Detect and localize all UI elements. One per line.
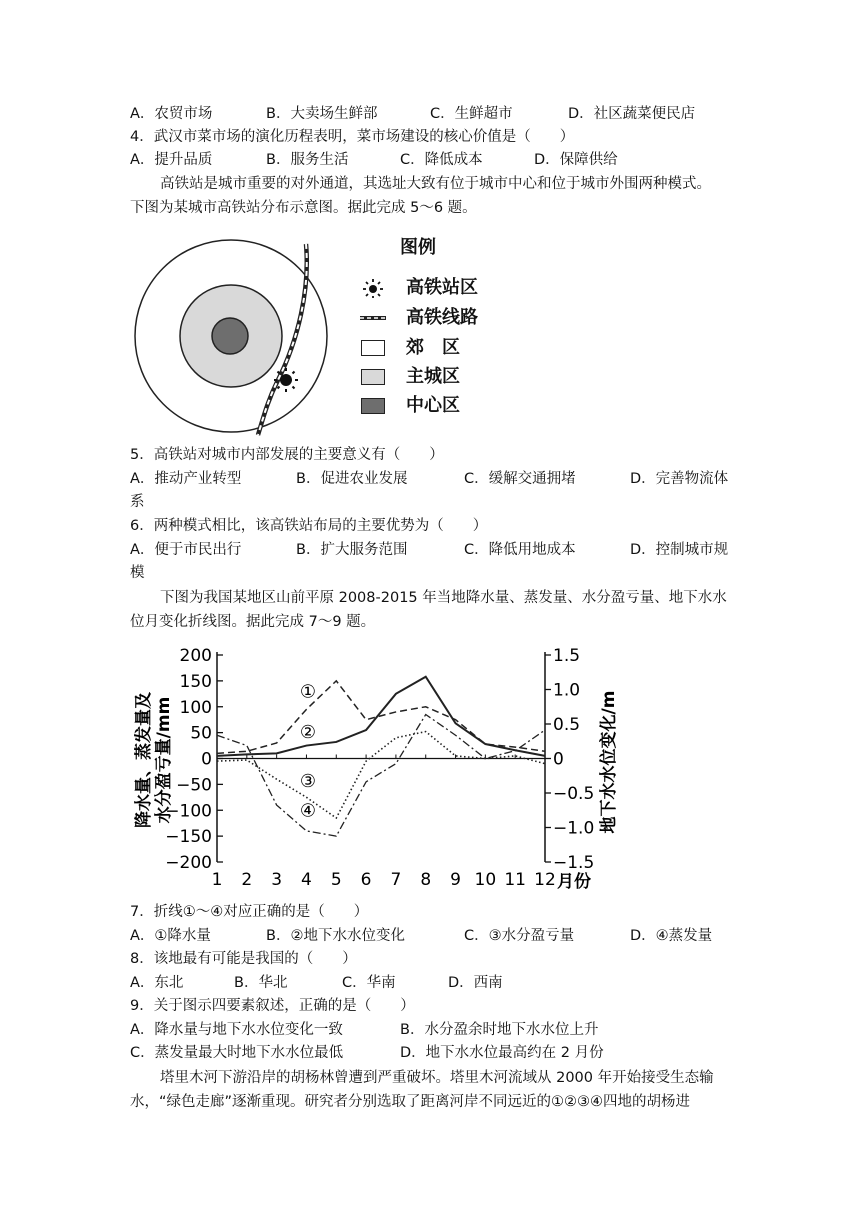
series-line-4 <box>217 715 545 837</box>
q3-option-a: A．农贸市场 <box>130 106 213 122</box>
series-line-3 <box>217 732 545 818</box>
y-tick-label-left: −100 <box>165 801 212 822</box>
passage3-line2: 水，“绿色走廊”逐渐重现。研究者分别选取了距离河岸不同远近的①②③④四地的胡杨进 <box>130 1094 691 1110</box>
q6-option-b: B．扩大服务范围 <box>296 542 408 558</box>
passage2-line2: 位月变化折线图。据此完成 7～9 题。 <box>130 614 376 630</box>
q5-stem: 5．高铁站对城市内部发展的主要意义有（ ） <box>130 447 444 463</box>
x-tick-label: 8 <box>420 870 432 890</box>
q9-option-b: B．水分盈余时地下水水位上升 <box>400 1022 599 1038</box>
main-city-swatch <box>361 369 385 385</box>
legend-label-center: 中心区 <box>406 395 460 416</box>
y-tick-label-right: −1.0 <box>553 818 595 839</box>
y-tick-label-right: −1.5 <box>553 853 595 873</box>
q9-option-a: A．降水量与地下水水位变化一致 <box>130 1022 343 1038</box>
q9-stem: 9．关于图示四要素叙述，正确的是（ ） <box>130 998 415 1014</box>
legend-label-station: 高铁站区 <box>406 277 478 298</box>
q8-option-d: D．西南 <box>448 975 503 991</box>
passage3-line1: 塔里木河下游沿岸的胡杨林曾遭到严重破坏。塔里木河流域从 2000 年开始接受生态输 <box>160 1070 714 1086</box>
city-railway-map <box>130 230 340 445</box>
q5-option-b: B．促进农业发展 <box>296 471 408 487</box>
q8-option-a: A．东北 <box>130 975 184 991</box>
q5-option-a: A．推动产业转型 <box>130 471 242 487</box>
y-tick-label-left: −50 <box>176 775 212 796</box>
q8-option-c: C．华南 <box>342 975 396 991</box>
passage2-line1: 下图为我国某地区山前平原 2008-2015 年当地降水量、蒸发量、水分盈亏量、地下水水 <box>160 590 727 606</box>
q5-option-c: C．缓解交通拥堵 <box>464 471 576 487</box>
q4-option-a: A．提升品质 <box>130 152 213 168</box>
station-icon <box>360 278 386 298</box>
x-tick-label: 10 <box>474 870 497 890</box>
x-tick-label: 2 <box>241 870 253 890</box>
x-tick-label: 11 <box>504 870 527 890</box>
x-tick-label: 12 <box>534 870 556 890</box>
q6-option-d-wrap: 模 <box>130 565 145 581</box>
x-axis-label: 月份 <box>557 872 591 892</box>
x-tick-label: 7 <box>390 870 402 890</box>
q7-option-b: B．②地下水水位变化 <box>266 928 405 944</box>
q7-option-c: C．③水分盈亏量 <box>464 928 575 944</box>
passage1-line2: 下图为某城市高铁站分布示意图。据此完成 5～6 题。 <box>130 200 477 216</box>
legend-label-suburb: 郊 区 <box>406 337 460 358</box>
legend-label-railway: 高铁线路 <box>406 307 478 328</box>
series-label-3: ③ <box>299 770 317 792</box>
y-tick-label-left: 50 <box>190 723 212 744</box>
q7-option-d: D．④蒸发量 <box>630 928 713 944</box>
q4-stem: 4．武汉市菜市场的演化历程表明，菜市场建设的核心价值是（ ） <box>130 129 575 145</box>
y-axis-label-right: 地下水水位变化/m <box>599 690 619 834</box>
y-axis-label-left-1: 降水量、蒸发量及 <box>134 692 154 828</box>
q6-option-c: C．降低用地成本 <box>464 542 576 558</box>
q3-option-b: B．大卖场生鲜部 <box>266 106 378 122</box>
y-tick-label-right: 0.5 <box>553 715 581 735</box>
center-swatch <box>361 398 385 414</box>
x-tick-label: 6 <box>360 870 372 890</box>
suburb-swatch <box>361 340 385 356</box>
y-tick-label-right: 0 <box>553 749 564 770</box>
q9-option-d: D．地下水水位最高约在 2 月份 <box>400 1045 604 1061</box>
q3-option-d: D．社区蔬菜便民店 <box>568 106 696 122</box>
series-line-1 <box>217 681 545 753</box>
x-tick-label: 3 <box>271 870 283 890</box>
q4-option-c: C．降低成本 <box>400 152 483 168</box>
y-tick-label-left: 0 <box>201 749 212 770</box>
q4-option-b: B．服务生活 <box>266 152 349 168</box>
q6-option-a: A．便于市民出行 <box>130 542 242 558</box>
series-label-4: ④ <box>299 800 317 822</box>
y-tick-label-right: −0.5 <box>553 784 595 804</box>
y-tick-label-left: 100 <box>179 697 212 718</box>
q5-option-d-wrap: 系 <box>130 494 145 510</box>
center-district <box>212 318 248 354</box>
y-axis-label-left-2: 水分盈亏量/mm <box>154 696 174 824</box>
y-tick-label-left: −150 <box>165 827 212 848</box>
q8-stem: 8．该地最有可能是我国的（ ） <box>130 951 357 967</box>
passage1-line1: 高铁站是城市重要的对外通道，其选址大致有位于城市中心和位于城市外围两种模式。 <box>160 176 711 192</box>
water-balance-chart <box>125 640 635 898</box>
q7-option-a: A．①降水量 <box>130 928 211 944</box>
x-tick-label: 5 <box>330 870 342 890</box>
y-tick-label-left: 200 <box>179 646 212 666</box>
q3-option-c: C．生鲜超市 <box>430 106 513 122</box>
q6-option-d: D．控制城市规 <box>630 542 729 558</box>
series-label-1: ① <box>299 681 317 703</box>
q4-option-d: D．保障供给 <box>534 152 618 168</box>
q7-stem: 7．折线①～④对应正确的是（ ） <box>130 904 369 920</box>
series-label-2: ② <box>299 721 317 743</box>
railway-line-icon <box>360 308 386 328</box>
q6-stem: 6．两种模式相比，该高铁站布局的主要优势为（ ） <box>130 518 488 534</box>
y-tick-label-right: 1.5 <box>553 646 581 666</box>
legend-label-main-city: 主城区 <box>406 366 460 387</box>
q9-option-c: C．蒸发量最大时地下水水位最低 <box>130 1045 344 1061</box>
y-tick-label-left: 150 <box>179 671 212 692</box>
x-tick-label: 9 <box>450 870 461 890</box>
legend-title: 图例 <box>400 237 436 258</box>
y-tick-label-right: 1.0 <box>553 680 581 701</box>
q5-option-d: D．完善物流体 <box>630 471 729 487</box>
x-tick-label: 4 <box>301 870 312 890</box>
y-tick-label-left: −200 <box>165 853 212 873</box>
x-tick-label: 1 <box>211 870 223 890</box>
q8-option-b: B．华北 <box>234 975 288 991</box>
